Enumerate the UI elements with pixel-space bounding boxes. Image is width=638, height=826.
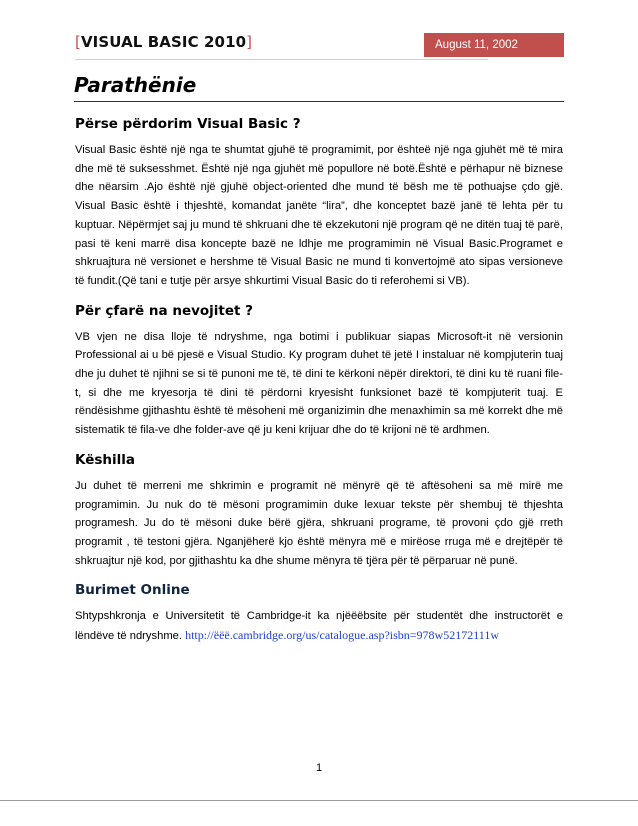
section-title-requirements: Për çfarë na nevojitet ? xyxy=(75,302,254,319)
online-resources-text: Shtypshkronja e Universitetit të Cambridge-it ka njëëëbsite për studentët dhe instructorët e lëndëve të ndryshme. xyxy=(75,610,563,643)
section-body-why-vb: Visual Basic është një nga te shumtat gjuhë të programimit, por ështeë një nga gjuhët më të mira dhe më të suksesshmet. Është një nga gjuhët më popullore në botë.Është e përhapur në biznese dhe nëarsim .Ajo është një gjuhë object-oriented dhe mund të bësh me të pothuajse çdo gjë. Visual Basic është i thjeshtë, komandat janëte “lira”, dhe konceptet bazë janë të lehta për tu kuptuar. Nëpërmjet saj ju mund të shkruani dhe të ekzekutoni një program që ne ditën tuaj të parë, pasi të keni marrë disa koncepte bazë ne ldhje me programimin në Visual Basic.Programet e shkruajtura në versionet e hershme të Visual Basic ne mund ti konvertojmë ato sipas versioneve të fundit.(Që tani e tutje për arsye shkurtimi Visual Basic do ti referohemi si VB). xyxy=(75,144,563,287)
section-title-online-resources: Burimet Online xyxy=(75,582,190,599)
page-title: Parathënie xyxy=(74,73,197,97)
cambridge-catalogue-link[interactable]: http://ëëë.cambridge.org/us/catalogue.asp?isbn=978w52172111w xyxy=(185,628,499,643)
page-number: 1 xyxy=(315,762,323,774)
document-title xyxy=(75,33,252,51)
bracket-open: [ xyxy=(75,33,81,51)
bracket-close: ] xyxy=(246,33,253,51)
section-body-tips: Ju duhet të merreni me shkrimin e programit në mënyrë që të aftësoheni sa më mirë me programimin. Ju nuk do të mësoni programimin duke lexuar tekste për shembuj të thjeshta programesh. Ju do të mësoni duke bërë gjëra, shkruani programe, të provoni çdo gjë rreth programit , të testoni gjëra. Nganjëherë kjo është mënyra më e mirëose rruga më e drejtëpër të shkruajtur një kod, por gjithashtu ka dhe shume mënyra të tjëra për të përparuar në punë. xyxy=(75,479,563,567)
document-body xyxy=(75,116,563,646)
footer-divider xyxy=(0,800,638,801)
title-divider xyxy=(74,101,564,102)
section-body-requirements: VB vjen ne disa lloje të ndryshme, nga botimi i publikuar siapas Microsoft-it në versionin Professional ai u bë pjesë e Visual Studio. Ky program duhet të jetë I instaluar në kompjuterin tuaj dhe ju duhet të njihni se si të punoni me të, të dini te kërkoni nëpër direktori, të dini ku të ruani file-t, si dhe me kryesorja të dini të përdorni kryesisht funksionet bazë të kompjuterit tuaj. E rëndësishme gjithashtu është të mësoheni më organizimin dhe menaxhimin sa më korrekt dhe më sistematik të fila-ve dhe folder-ave që ju keni krijuar dhe do të krijoni në të ardhmen. xyxy=(75,330,563,437)
section-body-online-resources xyxy=(75,607,563,645)
section-title-tips: Këshilla xyxy=(75,451,136,468)
running-header xyxy=(75,33,563,57)
section-title-why-vb: Përse përdorim Visual Basic ? xyxy=(75,116,301,132)
header-divider xyxy=(75,59,488,60)
document-title-text: VISUAL BASIC 2010 xyxy=(80,33,247,51)
header-date: August 11, 2002 xyxy=(424,33,564,57)
